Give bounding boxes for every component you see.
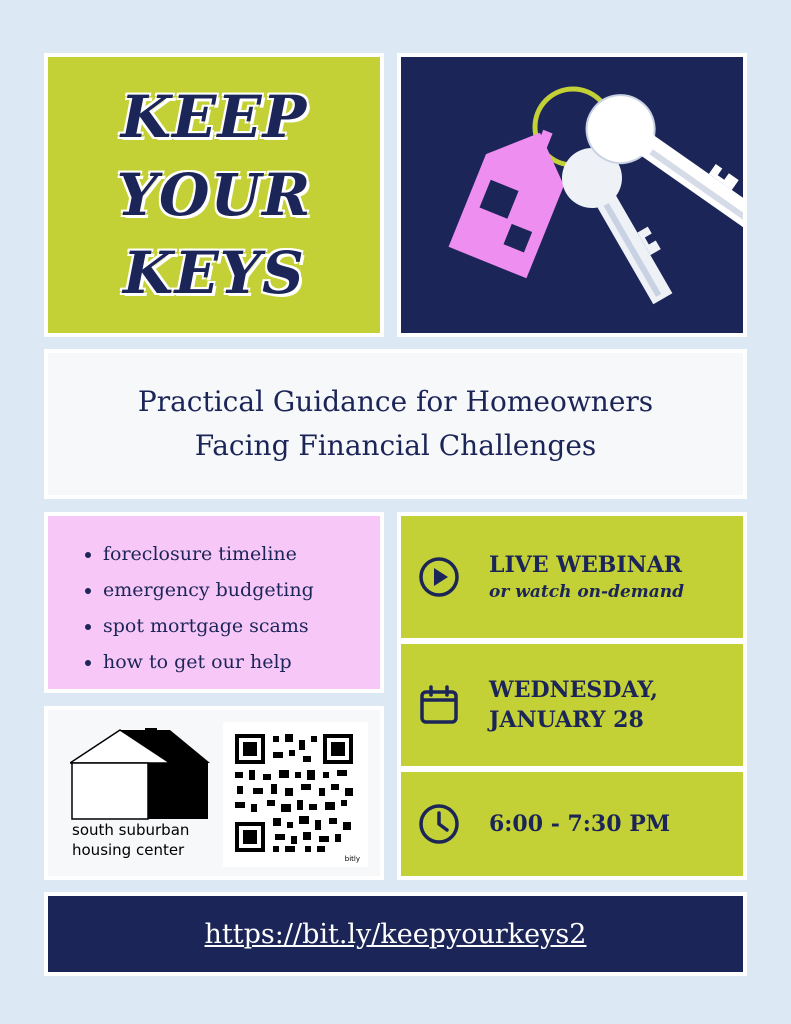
house-logo-icon <box>70 728 210 820</box>
logo-panel <box>44 706 384 880</box>
topic-item: • how to get our help <box>103 644 380 680</box>
topic-item: • emergency budgeting <box>103 572 380 608</box>
date-weekday: WEDNESDAY, <box>489 677 658 703</box>
keys-illustration-panel <box>397 53 747 337</box>
title-line-1: KEEP <box>120 83 308 151</box>
time-panel <box>397 768 747 880</box>
webinar-panel <box>397 512 747 642</box>
date-text <box>489 675 658 735</box>
qr-code-pattern <box>223 722 368 867</box>
house-tag-icon <box>449 113 581 278</box>
webinar-text <box>489 550 684 604</box>
date-day: JANUARY 28 <box>489 707 644 733</box>
organization-name-line-2: housing center <box>72 841 185 859</box>
time-text <box>489 809 670 839</box>
subtitle-line-2: Facing Financial Challenges <box>194 429 597 462</box>
keys-illustration <box>401 57 743 333</box>
clock-icon <box>417 802 461 846</box>
subtitle-panel <box>44 349 747 499</box>
title-line-3: KEYS <box>123 239 305 307</box>
qr-brand-label: bitly <box>344 855 360 863</box>
registration-link[interactable]: https://bit.ly/keepyourkeys2 <box>204 918 587 950</box>
time-range: 6:00 - 7:30 PM <box>489 811 671 837</box>
url-panel <box>44 892 747 976</box>
play-circle-icon <box>417 555 461 599</box>
organization-name-line-1: south suburban <box>72 821 190 839</box>
subtitle-line-1: Practical Guidance for Homeowners <box>137 385 654 418</box>
title-panel <box>44 53 384 337</box>
topic-item: • foreclosure timeline <box>103 536 380 572</box>
webinar-label: LIVE WEBINAR <box>489 552 683 578</box>
organization-name <box>72 820 189 860</box>
calendar-icon <box>417 683 461 727</box>
topic-item: • spot mortgage scams <box>103 608 380 644</box>
topics-list <box>48 516 380 680</box>
on-demand-label: or watch on-demand <box>489 582 685 602</box>
date-panel <box>397 640 747 770</box>
title-line-2: YOUR <box>116 161 312 229</box>
topics-panel <box>44 512 384 693</box>
qr-code[interactable] <box>223 722 368 867</box>
